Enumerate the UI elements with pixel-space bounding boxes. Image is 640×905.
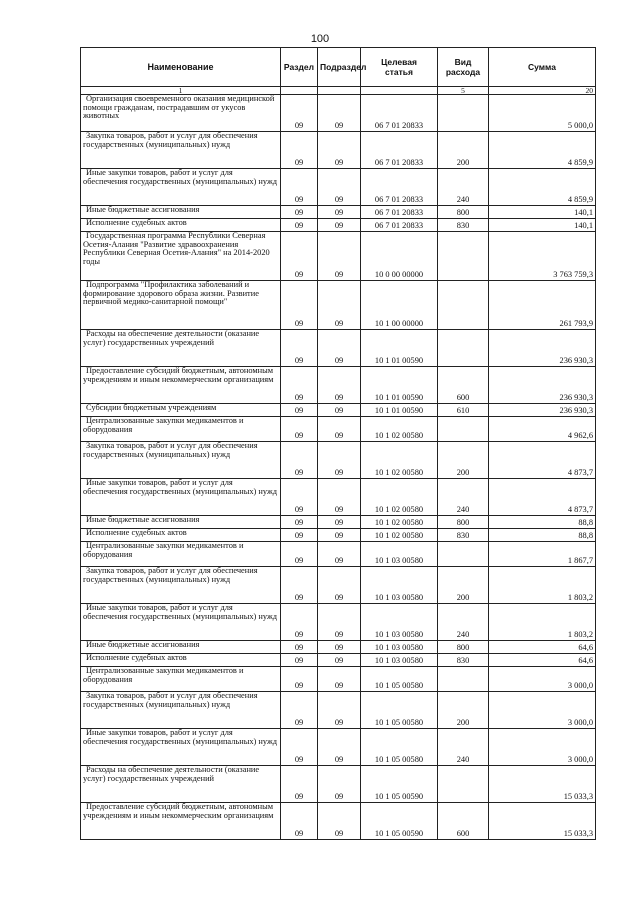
row-name-cell: Организация своевременного оказания медицинской помощи гражданам, пострадавшим от укусов животных <box>81 95 281 132</box>
row-amount-cell: 4 859,9 <box>489 169 596 206</box>
row-type-cell: 610 <box>438 404 489 417</box>
row-name-cell: Иные бюджетные ассигнования <box>81 206 281 219</box>
table-row <box>81 442 596 479</box>
row-type-cell: 200 <box>438 567 489 604</box>
row-type-cell <box>438 417 489 442</box>
row-target-cell: 06 7 01 20833 <box>361 206 438 219</box>
row-subsection-cell: 09 <box>318 654 361 667</box>
row-section-cell: 09 <box>281 132 318 169</box>
row-amount-cell: 140,1 <box>489 206 596 219</box>
row-target-cell: 06 7 01 20833 <box>361 132 438 169</box>
table-row <box>81 404 596 417</box>
row-subsection-cell: 09 <box>318 529 361 542</box>
table-row <box>81 132 596 169</box>
row-subsection-cell: 09 <box>318 667 361 692</box>
row-section-cell: 09 <box>281 542 318 567</box>
row-section-cell: 09 <box>281 367 318 404</box>
budget-table <box>80 47 596 840</box>
row-name-cell: Субсидии бюджетным учреждениям <box>81 404 281 417</box>
row-name-cell: Иные закупки товаров, работ и услуг для обеспечения государственных (муниципальных) нужд <box>81 479 281 516</box>
table-row <box>81 667 596 692</box>
row-type-cell: 240 <box>438 479 489 516</box>
table-body <box>81 95 596 840</box>
row-subsection-cell: 09 <box>318 604 361 641</box>
table-row <box>81 169 596 206</box>
row-amount-cell: 88,8 <box>489 529 596 542</box>
column-number-1: 1 <box>81 87 281 95</box>
row-name-cell: Исполнение судебных актов <box>81 219 281 232</box>
row-name-cell: Централизованные закупки медикаментов и оборудования <box>81 542 281 567</box>
header-type-line1: Вид <box>454 57 472 67</box>
row-subsection-cell: 09 <box>318 729 361 766</box>
row-subsection-cell: 09 <box>318 330 361 367</box>
row-subsection-cell: 09 <box>318 404 361 417</box>
row-section-cell: 09 <box>281 442 318 479</box>
row-target-cell: 10 1 05 00580 <box>361 729 438 766</box>
row-subsection-cell: 09 <box>318 692 361 729</box>
row-target-cell: 10 1 01 00590 <box>361 330 438 367</box>
row-type-cell: 830 <box>438 654 489 667</box>
table-row <box>81 654 596 667</box>
table-row <box>81 567 596 604</box>
row-subsection-cell: 09 <box>318 417 361 442</box>
row-section-cell: 09 <box>281 479 318 516</box>
row-type-cell: 240 <box>438 169 489 206</box>
row-amount-cell: 236 930,3 <box>489 367 596 404</box>
header-target-line2: статья <box>385 67 413 77</box>
row-name-cell: Расходы на обеспечение деятельности (оказание услуг) государственных учреждений <box>81 330 281 367</box>
row-section-cell: 09 <box>281 729 318 766</box>
row-section-cell: 09 <box>281 219 318 232</box>
row-subsection-cell: 09 <box>318 516 361 529</box>
row-name-cell: Закупка товаров, работ и услуг для обеспечения государственных (муниципальных) нужд <box>81 442 281 479</box>
row-name-cell: Централизованные закупки медикаментов и оборудования <box>81 667 281 692</box>
row-section-cell: 09 <box>281 417 318 442</box>
row-type-cell: 830 <box>438 219 489 232</box>
table-row <box>81 417 596 442</box>
row-type-cell: 200 <box>438 132 489 169</box>
row-target-cell: 10 1 05 00590 <box>361 803 438 840</box>
row-name-cell: Государственная программа Республики Северная Осетия-Алания "Развитие здравоохранения Республики Северная Осетия-Алания" на 2014-2020 годы <box>81 232 281 281</box>
row-type-cell: 600 <box>438 803 489 840</box>
header-amount: Сумма <box>489 48 596 87</box>
row-subsection-cell: 09 <box>318 641 361 654</box>
table-row <box>81 479 596 516</box>
header-type <box>438 48 489 87</box>
row-type-cell <box>438 95 489 132</box>
row-section-cell: 09 <box>281 281 318 330</box>
row-subsection-cell: 09 <box>318 281 361 330</box>
row-target-cell: 06 7 01 20833 <box>361 169 438 206</box>
row-type-cell <box>438 542 489 567</box>
row-target-cell: 10 1 03 00580 <box>361 542 438 567</box>
row-name-cell: Предоставление субсидий бюджетным, автономным учреждениям и иным некоммерческим организациям <box>81 803 281 840</box>
row-amount-cell: 3 000,0 <box>489 692 596 729</box>
row-section-cell: 09 <box>281 529 318 542</box>
row-type-cell: 800 <box>438 206 489 219</box>
row-name-cell: Расходы на обеспечение деятельности (оказание услуг) государственных учреждений <box>81 766 281 803</box>
row-name-cell: Закупка товаров, работ и услуг для обеспечения государственных (муниципальных) нужд <box>81 692 281 729</box>
row-target-cell: 10 1 01 00590 <box>361 367 438 404</box>
row-type-cell: 800 <box>438 516 489 529</box>
row-target-cell: 10 1 05 00580 <box>361 667 438 692</box>
row-type-cell <box>438 766 489 803</box>
row-subsection-cell: 09 <box>318 232 361 281</box>
header-subsection: Подраздел <box>318 48 361 87</box>
table-row <box>81 803 596 840</box>
table-row <box>81 542 596 567</box>
row-amount-cell: 140,1 <box>489 219 596 232</box>
row-section-cell: 09 <box>281 169 318 206</box>
row-section-cell: 09 <box>281 604 318 641</box>
row-name-cell: Предоставление субсидий бюджетным, автономным учреждениям и иным некоммерческим организациям <box>81 367 281 404</box>
table-row <box>81 604 596 641</box>
table-row <box>81 206 596 219</box>
row-name-cell: Закупка товаров, работ и услуг для обеспечения государственных (муниципальных) нужд <box>81 567 281 604</box>
row-name-cell: Подпрограмма "Профилактика заболеваний и формирование здорового образа жизни. Развитие первичной медико-санитарной помощи" <box>81 281 281 330</box>
row-subsection-cell: 09 <box>318 803 361 840</box>
row-amount-cell: 1 803,2 <box>489 567 596 604</box>
header-section: Раздел <box>281 48 318 87</box>
row-name-cell: Иные закупки товаров, работ и услуг для обеспечения государственных (муниципальных) нужд <box>81 169 281 206</box>
row-amount-cell: 4 859,9 <box>489 132 596 169</box>
row-amount-cell: 4 873,7 <box>489 479 596 516</box>
row-target-cell: 06 7 01 20833 <box>361 219 438 232</box>
row-type-cell: 600 <box>438 367 489 404</box>
row-target-cell: 10 1 02 00580 <box>361 479 438 516</box>
row-target-cell: 10 1 03 00580 <box>361 604 438 641</box>
row-subsection-cell: 09 <box>318 206 361 219</box>
row-subsection-cell: 09 <box>318 169 361 206</box>
row-name-cell: Исполнение судебных актов <box>81 654 281 667</box>
row-section-cell: 09 <box>281 641 318 654</box>
column-number-5: 5 <box>438 87 489 95</box>
row-amount-cell: 1 867,7 <box>489 542 596 567</box>
column-number-3 <box>318 87 361 95</box>
table-row <box>81 529 596 542</box>
row-amount-cell: 15 033,3 <box>489 803 596 840</box>
row-name-cell: Исполнение судебных актов <box>81 529 281 542</box>
row-section-cell: 09 <box>281 803 318 840</box>
row-type-cell <box>438 281 489 330</box>
row-subsection-cell: 09 <box>318 567 361 604</box>
table-row <box>81 641 596 654</box>
row-subsection-cell: 09 <box>318 442 361 479</box>
row-amount-cell: 236 930,3 <box>489 404 596 417</box>
row-target-cell: 10 1 03 00580 <box>361 567 438 604</box>
row-type-cell: 800 <box>438 641 489 654</box>
row-target-cell: 10 1 02 00580 <box>361 516 438 529</box>
row-section-cell: 09 <box>281 232 318 281</box>
row-target-cell: 10 1 02 00580 <box>361 529 438 542</box>
row-section-cell: 09 <box>281 95 318 132</box>
row-type-cell <box>438 232 489 281</box>
table-row <box>81 330 596 367</box>
row-section-cell: 09 <box>281 206 318 219</box>
row-amount-cell: 15 033,3 <box>489 766 596 803</box>
row-amount-cell: 3 000,0 <box>489 729 596 766</box>
row-type-cell: 240 <box>438 604 489 641</box>
row-name-cell: Иные бюджетные ассигнования <box>81 641 281 654</box>
table-row <box>81 281 596 330</box>
table-row <box>81 516 596 529</box>
row-target-cell: 10 1 03 00580 <box>361 654 438 667</box>
row-name-cell: Централизованные закупки медикаментов и оборудования <box>81 417 281 442</box>
table-row <box>81 729 596 766</box>
row-target-cell: 06 7 01 20833 <box>361 95 438 132</box>
row-section-cell: 09 <box>281 766 318 803</box>
row-type-cell: 240 <box>438 729 489 766</box>
table-row <box>81 692 596 729</box>
table-row <box>81 95 596 132</box>
row-section-cell: 09 <box>281 404 318 417</box>
row-name-cell: Иные закупки товаров, работ и услуг для обеспечения государственных (муниципальных) нужд <box>81 729 281 766</box>
column-number-4 <box>361 87 438 95</box>
header-type-line2: расхода <box>445 67 481 77</box>
page-number: 100 <box>310 33 330 45</box>
table-row <box>81 219 596 232</box>
row-subsection-cell: 09 <box>318 479 361 516</box>
row-target-cell: 10 1 01 00590 <box>361 404 438 417</box>
row-type-cell <box>438 667 489 692</box>
row-type-cell <box>438 330 489 367</box>
column-number-6: 20 <box>489 87 596 95</box>
row-target-cell: 10 1 02 00580 <box>361 442 438 479</box>
row-subsection-cell: 09 <box>318 367 361 404</box>
table-row <box>81 232 596 281</box>
row-type-cell: 200 <box>438 692 489 729</box>
row-amount-cell: 5 000,0 <box>489 95 596 132</box>
row-amount-cell: 261 793,9 <box>489 281 596 330</box>
row-section-cell: 09 <box>281 667 318 692</box>
row-amount-cell: 3 000,0 <box>489 667 596 692</box>
row-subsection-cell: 09 <box>318 132 361 169</box>
table-row <box>81 367 596 404</box>
row-section-cell: 09 <box>281 567 318 604</box>
row-amount-cell: 88,8 <box>489 516 596 529</box>
row-amount-cell: 4 962,6 <box>489 417 596 442</box>
row-type-cell: 830 <box>438 529 489 542</box>
row-amount-cell: 4 873,7 <box>489 442 596 479</box>
row-name-cell: Иные бюджетные ассигнования <box>81 516 281 529</box>
row-target-cell: 10 1 00 00000 <box>361 281 438 330</box>
header-name: Наименование <box>81 48 281 87</box>
row-amount-cell: 64,6 <box>489 641 596 654</box>
row-type-cell: 200 <box>438 442 489 479</box>
row-amount-cell: 3 763 759,3 <box>489 232 596 281</box>
row-name-cell: Закупка товаров, работ и услуг для обеспечения государственных (муниципальных) нужд <box>81 132 281 169</box>
row-amount-cell: 1 803,2 <box>489 604 596 641</box>
row-subsection-cell: 09 <box>318 219 361 232</box>
row-subsection-cell: 09 <box>318 95 361 132</box>
row-amount-cell: 64,6 <box>489 654 596 667</box>
row-section-cell: 09 <box>281 654 318 667</box>
row-target-cell: 10 0 00 00000 <box>361 232 438 281</box>
header-target <box>361 48 438 87</box>
row-subsection-cell: 09 <box>318 766 361 803</box>
header-row <box>81 48 596 87</box>
column-number-2 <box>281 87 318 95</box>
row-target-cell: 10 1 03 00580 <box>361 641 438 654</box>
row-name-cell: Иные закупки товаров, работ и услуг для обеспечения государственных (муниципальных) нужд <box>81 604 281 641</box>
table-row <box>81 766 596 803</box>
row-subsection-cell: 09 <box>318 542 361 567</box>
row-target-cell: 10 1 02 00580 <box>361 417 438 442</box>
header-target-line1: Целевая <box>381 57 417 67</box>
row-section-cell: 09 <box>281 516 318 529</box>
row-target-cell: 10 1 05 00590 <box>361 766 438 803</box>
row-target-cell: 10 1 05 00580 <box>361 692 438 729</box>
row-section-cell: 09 <box>281 330 318 367</box>
row-amount-cell: 236 930,3 <box>489 330 596 367</box>
row-section-cell: 09 <box>281 692 318 729</box>
